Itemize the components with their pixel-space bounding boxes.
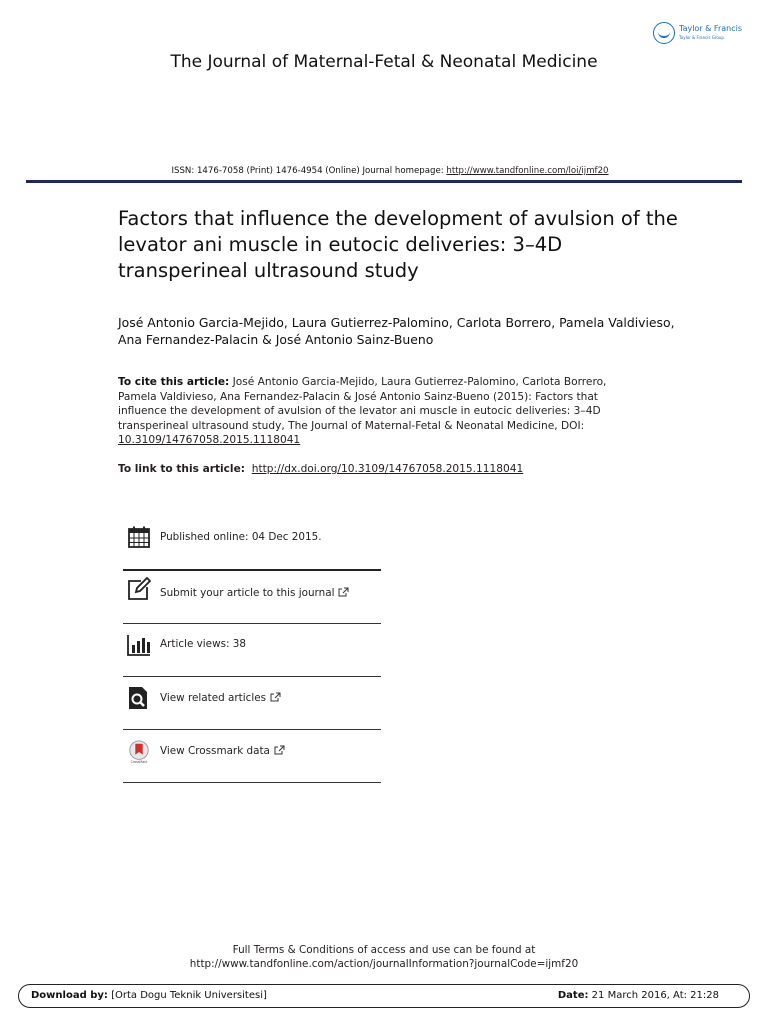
search-document-icon bbox=[127, 686, 151, 710]
crossmark-link[interactable] bbox=[160, 745, 285, 757]
date-value: 21 March 2016, At: 21:28 bbox=[591, 990, 719, 1001]
article-title: Factors that influence the development of avulsion of the levator ani muscle in eutocic deliveries: 3–4D transperineal ultrasound study bbox=[118, 207, 678, 282]
download-value: [Orta Dogu Teknik Universitesi] bbox=[111, 990, 267, 1001]
issn-text: ISSN: 1476-7058 (Print) 1476-4954 (Online) Journal homepage: bbox=[171, 166, 447, 176]
download-footer bbox=[18, 984, 750, 1008]
date-info bbox=[558, 990, 719, 1001]
external-link-icon bbox=[270, 692, 281, 702]
submit-row[interactable] bbox=[123, 571, 381, 624]
article-info-list bbox=[123, 513, 381, 783]
related-articles-link[interactable] bbox=[160, 692, 281, 704]
published-row bbox=[123, 513, 381, 571]
publisher-logo-icon bbox=[653, 22, 675, 44]
download-info bbox=[31, 990, 267, 1001]
publisher-logo[interactable] bbox=[653, 22, 748, 46]
crossmark-icon bbox=[127, 740, 151, 764]
article-views: Article views: 38 bbox=[160, 638, 247, 650]
article-doi-link[interactable]: http://dx.doi.org/10.3109/14767058.2015.1118041 bbox=[251, 463, 524, 475]
terms-line-1: Full Terms & Conditions of access and use can be found at bbox=[232, 944, 536, 956]
link-label: To link to this article: bbox=[118, 463, 245, 475]
citation-label: To cite this article: bbox=[118, 376, 230, 388]
related-row[interactable] bbox=[123, 677, 381, 730]
publisher-group: Taylor & Francis Group bbox=[679, 35, 724, 40]
submit-article-link[interactable] bbox=[160, 587, 349, 599]
calendar-icon bbox=[127, 525, 151, 549]
terms-link[interactable]: http://www.tandfonline.com/action/journalInformation?journalCode=ijmf20 bbox=[189, 958, 579, 970]
citation-doi-link[interactable]: 10.3109/14767058.2015.1118041 bbox=[118, 434, 301, 446]
issn-line bbox=[0, 166, 768, 176]
bar-chart-icon bbox=[127, 633, 151, 657]
external-link-icon bbox=[338, 587, 349, 597]
citation-text: José Antonio Garcia-Mejido, Laura Gutierrez-Palomino, Carlota Borrero, Pamela Valdivieso, Ana Fernandez-Palacin & José Antonio Sainz-Bueno (2015): Factors that influence the development of avulsion of the levator ani muscle in eutocic deliveries: 3–4D transperineal ultrasound study, The Journal of Maternal-Fetal & Neonatal Medicine, DOI: bbox=[118, 376, 607, 432]
edit-icon bbox=[127, 577, 151, 601]
publisher-name: Taylor & Francis bbox=[679, 24, 742, 33]
article-authors: José Antonio Garcia-Mejido, Laura Gutierrez-Palomino, Carlota Borrero, Pamela Valdivieso, Ana Fernandez-Palacin & José Antonio Sainz-Bueno bbox=[118, 315, 675, 347]
views-row bbox=[123, 624, 381, 677]
svg-text:CrossMark: CrossMark bbox=[130, 760, 148, 764]
terms-notice bbox=[0, 943, 768, 971]
header-rule bbox=[26, 180, 742, 183]
submit-article-label: Submit your article to this journal bbox=[160, 587, 335, 599]
article-link-line bbox=[118, 463, 678, 475]
crossmark-row[interactable] bbox=[123, 730, 381, 783]
journal-title: The Journal of Maternal-Fetal & Neonatal Medicine bbox=[170, 52, 598, 72]
download-label: Download by: bbox=[31, 990, 108, 1001]
date-label: Date: bbox=[557, 990, 589, 1001]
related-articles-label: View related articles bbox=[160, 692, 267, 704]
external-link-icon bbox=[274, 745, 285, 755]
journal-homepage-link[interactable]: http://www.tandfonline.com/loi/ijmf20 bbox=[446, 166, 609, 176]
crossmark-label: View Crossmark data bbox=[160, 745, 270, 757]
published-date: Published online: 04 Dec 2015. bbox=[160, 531, 322, 543]
citation-block bbox=[118, 375, 638, 448]
